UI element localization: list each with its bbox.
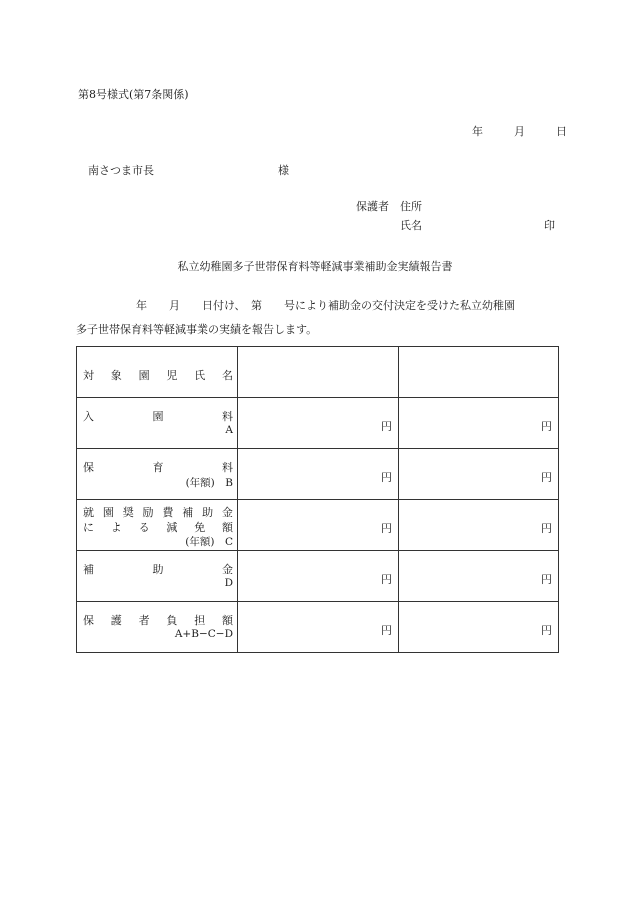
guardian-address-label: 住所: [400, 200, 422, 213]
amount-cell[interactable]: 円: [238, 449, 399, 500]
label-subsidy: 補 助 金 D: [83, 563, 233, 589]
addressee-name: 南さつま市長: [88, 164, 154, 177]
amount-cell[interactable]: 円: [238, 602, 399, 653]
table-row-childcare-fee: [77, 449, 559, 500]
addressee-honorific: 様: [278, 164, 289, 177]
label-entrance-fee: 入 園 料 A: [83, 410, 233, 436]
amount-cell[interactable]: 円: [399, 449, 559, 500]
table-row-subsidy: [77, 551, 559, 602]
addressee: [88, 162, 289, 178]
date-day: 日: [556, 125, 567, 138]
label-childcare-fee: 保 育 料 (年額) B: [83, 461, 233, 489]
amount-cell[interactable]: 円: [238, 500, 399, 551]
date-line: [472, 123, 567, 139]
amount-cell[interactable]: 円: [399, 551, 559, 602]
child-name-cell-2[interactable]: [399, 347, 559, 398]
amount-cell[interactable]: 円: [399, 500, 559, 551]
body-text: [76, 294, 566, 342]
amount-cell[interactable]: 円: [399, 398, 559, 449]
document-title: 私立幼稚園多子世帯保育料等軽減事業補助金実績報告書: [177, 260, 453, 273]
amount-cell[interactable]: 円: [238, 551, 399, 602]
child-name-cell-1[interactable]: [238, 347, 399, 398]
date-year: 年: [472, 125, 483, 138]
table-row-subsidy-reduction: [77, 500, 559, 551]
date-month: 月: [514, 125, 525, 138]
table-row-header: [77, 347, 559, 398]
table-row-guardian-burden: [77, 602, 559, 653]
form-number: 第8号様式(第7条関係): [78, 88, 189, 101]
label-guardian-burden: 保 護 者 負 担 額 A+B−C−D: [83, 614, 233, 640]
table-row-entrance-fee: [77, 398, 559, 449]
report-table: [76, 346, 559, 653]
amount-cell[interactable]: 円: [238, 398, 399, 449]
body-line-1: 年 月 日付け、 第 号により補助金の交付決定を受けた私立幼稚園: [136, 299, 516, 312]
label-subsidy-reduction: 就 園 奨 励 費 補 助 金 に よ る 減 免 額 (年額) C: [83, 506, 233, 548]
body-line-2: 多子世帯保育料等軽減事業の実績を報告します。: [76, 323, 318, 336]
amount-cell[interactable]: 円: [399, 602, 559, 653]
header-label-target-child-name: 対 象 園 児 氏 名: [83, 369, 233, 382]
guardian-label: 保護者: [356, 200, 389, 213]
guardian-name-label: 氏名: [400, 219, 422, 232]
seal-mark: 印: [544, 219, 555, 232]
